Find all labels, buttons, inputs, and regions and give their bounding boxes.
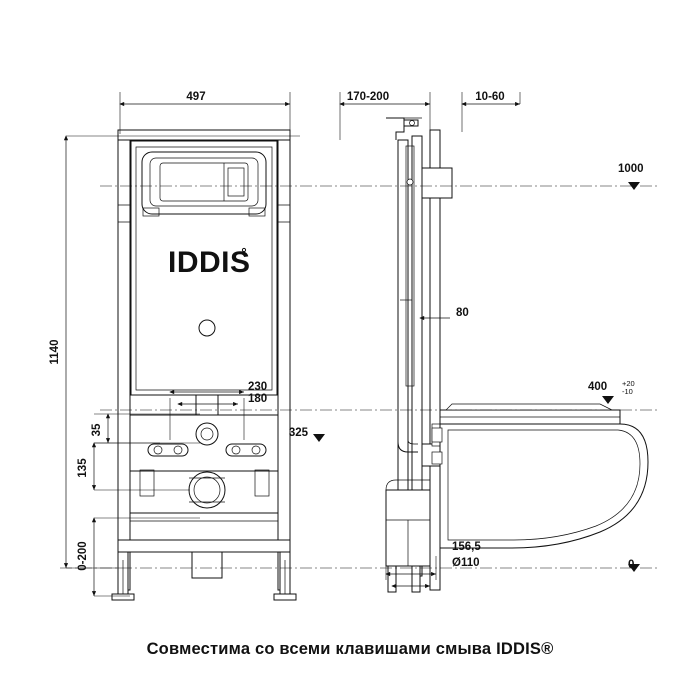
level-arrow-325 xyxy=(313,434,325,442)
side-front-rail xyxy=(398,140,408,520)
side-leg-front xyxy=(388,566,396,592)
label-10-60: 10-60 xyxy=(475,91,505,103)
bottom-center-bracket xyxy=(192,552,222,578)
top-fitting-bracket xyxy=(386,118,404,140)
label-230: 230 xyxy=(248,381,268,393)
label-80: 80 xyxy=(456,307,469,319)
frame-top-rail xyxy=(118,130,290,140)
bolt-hole-right-inner xyxy=(232,446,240,454)
label-0-200: 0-200 xyxy=(77,541,89,571)
foot-left xyxy=(112,594,134,600)
label-135: 135 xyxy=(77,458,89,478)
label-180: 180 xyxy=(248,393,268,405)
front-elevation-view xyxy=(112,130,296,600)
frame-bracket-left xyxy=(140,470,154,496)
foot-right xyxy=(274,594,296,600)
label-1140: 1140 xyxy=(49,339,61,365)
label-325: 325 xyxy=(288,427,308,439)
frame-bottom-rail xyxy=(118,540,290,552)
label-170-200: 170-200 xyxy=(346,91,390,103)
flush-plate-window xyxy=(160,163,248,201)
wall-hung-bowl-view xyxy=(432,404,648,548)
frame-right-upright xyxy=(278,130,290,590)
bolt-hole-left-outer xyxy=(154,446,162,454)
label-400-tol-minus: -10 xyxy=(622,387,633,396)
frame-bracket-right xyxy=(255,470,269,496)
bolt-hole-left-inner xyxy=(174,446,182,454)
level-arrow-400 xyxy=(602,396,614,404)
label-497: 497 xyxy=(186,91,206,103)
label-156-5: 156,5 xyxy=(452,541,481,553)
bowl-seat-top xyxy=(446,404,612,410)
label-1000: 1000 xyxy=(618,163,644,175)
inspection-cap xyxy=(199,320,215,336)
bowl-mount-lower xyxy=(432,452,442,464)
top-fitting-pin xyxy=(410,121,415,126)
cistern-outlet-neck xyxy=(196,395,218,415)
wall-bracket-upper-pin xyxy=(407,179,413,185)
waste-outlet-front xyxy=(189,472,225,508)
caption-text: Совместима со всеми клавишами смыва IDDIS® xyxy=(146,640,554,658)
label-35: 35 xyxy=(91,423,103,437)
label-d110: Ø110 xyxy=(452,557,480,569)
label-0: 0 xyxy=(628,559,635,571)
wall-profile xyxy=(430,130,440,590)
label-400-tol-plus: +20 xyxy=(622,379,635,388)
flush-pipe-collar xyxy=(196,423,218,445)
bowl-mount-upper xyxy=(432,428,442,442)
brand-logo: IDDIS xyxy=(168,246,251,279)
bowl-body xyxy=(440,424,648,548)
bolt-hole-right-outer xyxy=(252,446,260,454)
side-leg-rear xyxy=(412,566,420,592)
frame-left-upright xyxy=(118,130,130,590)
label-400: 400 xyxy=(588,381,608,393)
wall-bracket-upper xyxy=(422,168,452,198)
